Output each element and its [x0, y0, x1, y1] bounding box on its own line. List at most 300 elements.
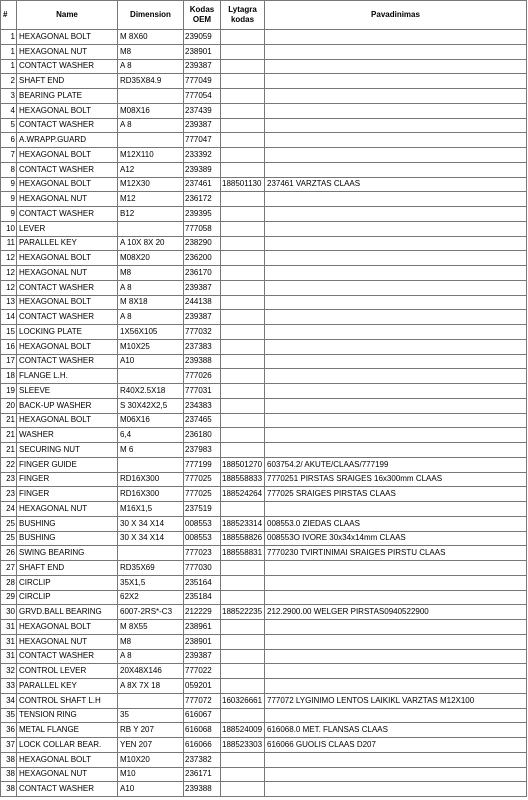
cell-number: 25 — [1, 531, 17, 546]
table-row — [1, 531, 527, 546]
cell-lytagra-code — [221, 44, 265, 59]
table-row — [1, 74, 527, 89]
cell-name: HEXAGONAL NUT — [17, 502, 118, 517]
cell-number: 5 — [1, 118, 17, 133]
cell-number: 24 — [1, 502, 17, 517]
table-row — [1, 428, 527, 443]
cell-oem-code: 777025 — [184, 487, 221, 502]
table-row — [1, 177, 527, 192]
cell-name: FINGER — [17, 472, 118, 487]
cell-pavadinimas — [265, 575, 527, 590]
cell-dimension: A10 — [118, 782, 184, 797]
cell-pavadinimas: 616066 GUOLIS CLAAS D207 — [265, 738, 527, 753]
cell-pavadinimas: 616068.0 MET. FLANSAS CLAAS — [265, 723, 527, 738]
cell-dimension: M12 — [118, 192, 184, 207]
cell-number: 15 — [1, 325, 17, 340]
cell-lytagra-code: 188523303 — [221, 738, 265, 753]
cell-oem-code: 236171 — [184, 767, 221, 782]
table-row — [1, 162, 527, 177]
table-row — [1, 502, 527, 517]
cell-pavadinimas — [265, 502, 527, 517]
cell-name: SHAFT END — [17, 561, 118, 576]
cell-name: HEXAGONAL NUT — [17, 767, 118, 782]
table-row — [1, 118, 527, 133]
cell-oem-code: 238901 — [184, 634, 221, 649]
cell-pavadinimas — [265, 162, 527, 177]
cell-pavadinimas — [265, 280, 527, 295]
cell-lytagra-code — [221, 428, 265, 443]
cell-pavadinimas — [265, 679, 527, 694]
cell-lytagra-code: 188558831 — [221, 546, 265, 561]
table-row — [1, 575, 527, 590]
table-row — [1, 487, 527, 502]
cell-name: HEXAGONAL BOLT — [17, 413, 118, 428]
cell-name: CONTACT WASHER — [17, 310, 118, 325]
table-row — [1, 413, 527, 428]
cell-name: METAL FLANGE — [17, 723, 118, 738]
cell-oem-code: 239388 — [184, 782, 221, 797]
cell-name: HEXAGONAL BOLT — [17, 30, 118, 45]
cell-dimension: RB Y 207 — [118, 723, 184, 738]
cell-lytagra-code — [221, 620, 265, 635]
cell-dimension: M8 — [118, 634, 184, 649]
cell-dimension: 35 — [118, 708, 184, 723]
cell-lytagra-code — [221, 384, 265, 399]
cell-lytagra-code — [221, 207, 265, 222]
cell-number: 23 — [1, 487, 17, 502]
cell-oem-code: 238961 — [184, 620, 221, 635]
cell-pavadinimas — [265, 148, 527, 163]
table-row — [1, 221, 527, 236]
table-row — [1, 30, 527, 45]
cell-number: 31 — [1, 620, 17, 635]
table-row — [1, 679, 527, 694]
cell-number: 38 — [1, 767, 17, 782]
cell-dimension: A 8 — [118, 59, 184, 74]
cell-oem-code: 237983 — [184, 443, 221, 458]
cell-lytagra-code — [221, 767, 265, 782]
cell-name: BEARING PLATE — [17, 89, 118, 104]
cell-oem-code: 237461 — [184, 177, 221, 192]
cell-dimension: R40X2.5X18 — [118, 384, 184, 399]
cell-pavadinimas — [265, 266, 527, 281]
cell-dimension — [118, 133, 184, 148]
table-row — [1, 546, 527, 561]
cell-name: GRVD.BALL BEARING — [17, 605, 118, 620]
cell-dimension: M 8X55 — [118, 620, 184, 635]
cell-oem-code: 777030 — [184, 561, 221, 576]
cell-oem-code: 239387 — [184, 59, 221, 74]
cell-pavadinimas — [265, 369, 527, 384]
cell-oem-code: 777199 — [184, 457, 221, 472]
cell-name: HEXAGONAL BOLT — [17, 148, 118, 163]
cell-pavadinimas — [265, 752, 527, 767]
cell-pavadinimas — [265, 118, 527, 133]
header-oem-line1: Kodas — [189, 5, 215, 14]
cell-lytagra-code — [221, 679, 265, 694]
cell-name: LEVER — [17, 221, 118, 236]
cell-lytagra-code — [221, 354, 265, 369]
cell-oem-code: 236172 — [184, 192, 221, 207]
table-row — [1, 590, 527, 605]
cell-oem-code: 777054 — [184, 89, 221, 104]
cell-pavadinimas — [265, 295, 527, 310]
cell-lytagra-code — [221, 310, 265, 325]
cell-pavadinimas — [265, 89, 527, 104]
cell-dimension: RD16X300 — [118, 487, 184, 502]
cell-name: HEXAGONAL BOLT — [17, 339, 118, 354]
table-row — [1, 782, 527, 797]
cell-pavadinimas: 212.2900.00 WELGER PIRSTAS0940522900 — [265, 605, 527, 620]
cell-number: 6 — [1, 133, 17, 148]
table-row — [1, 133, 527, 148]
cell-dimension — [118, 693, 184, 708]
cell-pavadinimas — [265, 664, 527, 679]
cell-number: 31 — [1, 649, 17, 664]
cell-number: 31 — [1, 634, 17, 649]
table-row — [1, 236, 527, 251]
cell-oem-code: 237383 — [184, 339, 221, 354]
cell-oem-code: 239389 — [184, 162, 221, 177]
table-row — [1, 354, 527, 369]
cell-lytagra-code — [221, 325, 265, 340]
cell-number: 9 — [1, 192, 17, 207]
cell-number: 3 — [1, 89, 17, 104]
cell-pavadinimas — [265, 767, 527, 782]
cell-oem-code: 237465 — [184, 413, 221, 428]
cell-oem-code: 616067 — [184, 708, 221, 723]
cell-number: 27 — [1, 561, 17, 576]
cell-dimension: M 6 — [118, 443, 184, 458]
cell-dimension: 62X2 — [118, 590, 184, 605]
cell-dimension: M10 — [118, 767, 184, 782]
cell-name: A.WRAPP.GUARD — [17, 133, 118, 148]
cell-number: 21 — [1, 413, 17, 428]
cell-number: 23 — [1, 472, 17, 487]
cell-lytagra-code — [221, 649, 265, 664]
cell-dimension: B12 — [118, 207, 184, 222]
table-row — [1, 192, 527, 207]
cell-pavadinimas: 7770230 TVIRTINIMAI SRAIGES PIRSTU CLAAS — [265, 546, 527, 561]
cell-pavadinimas: 008553O IVORE 30x34x14mm CLAAS — [265, 531, 527, 546]
cell-dimension: 30 X 34 X14 — [118, 516, 184, 531]
cell-oem-code: 239387 — [184, 280, 221, 295]
table-row — [1, 767, 527, 782]
cell-oem-code: 237382 — [184, 752, 221, 767]
cell-oem-code: 777047 — [184, 133, 221, 148]
cell-dimension: 30 X 34 X14 — [118, 531, 184, 546]
header-dimension: Dimension — [118, 1, 184, 30]
cell-pavadinimas: 603754.2/ AKUTE/CLAAS/777199 — [265, 457, 527, 472]
table-row — [1, 561, 527, 576]
cell-number: 21 — [1, 443, 17, 458]
cell-number: 38 — [1, 752, 17, 767]
cell-pavadinimas — [265, 59, 527, 74]
cell-dimension — [118, 221, 184, 236]
cell-oem-code: 239388 — [184, 354, 221, 369]
cell-oem-code: 238290 — [184, 236, 221, 251]
cell-pavadinimas — [265, 428, 527, 443]
cell-dimension — [118, 369, 184, 384]
cell-number: 8 — [1, 162, 17, 177]
cell-pavadinimas — [265, 782, 527, 797]
cell-name: HEXAGONAL BOLT — [17, 177, 118, 192]
cell-dimension: A 8 — [118, 280, 184, 295]
cell-pavadinimas — [265, 339, 527, 354]
cell-dimension: M08X20 — [118, 251, 184, 266]
cell-number: 10 — [1, 221, 17, 236]
header-name: Name — [17, 1, 118, 30]
cell-dimension: M06X16 — [118, 413, 184, 428]
cell-lytagra-code — [221, 339, 265, 354]
cell-oem-code: 777026 — [184, 369, 221, 384]
cell-number: 28 — [1, 575, 17, 590]
cell-lytagra-code — [221, 59, 265, 74]
cell-pavadinimas — [265, 221, 527, 236]
table-row — [1, 738, 527, 753]
cell-name: HEXAGONAL BOLT — [17, 295, 118, 310]
cell-lytagra-code — [221, 561, 265, 576]
header-pavadinimas: Pavadinimas — [265, 1, 527, 30]
cell-number: 36 — [1, 723, 17, 738]
cell-lytagra-code — [221, 192, 265, 207]
cell-dimension: A 8 — [118, 649, 184, 664]
cell-number: 25 — [1, 516, 17, 531]
cell-number: 26 — [1, 546, 17, 561]
cell-pavadinimas — [265, 620, 527, 635]
cell-name: HEXAGONAL BOLT — [17, 251, 118, 266]
cell-oem-code: 239059 — [184, 30, 221, 45]
header-number: # — [1, 1, 17, 30]
cell-number: 7 — [1, 148, 17, 163]
cell-number: 32 — [1, 664, 17, 679]
cell-lytagra-code: 188524264 — [221, 487, 265, 502]
cell-dimension: A 8X 7X 18 — [118, 679, 184, 694]
cell-name: CONTACT WASHER — [17, 162, 118, 177]
cell-pavadinimas — [265, 634, 527, 649]
table-row — [1, 44, 527, 59]
cell-name: FLANGE L.H. — [17, 369, 118, 384]
cell-number: 33 — [1, 679, 17, 694]
cell-dimension: A12 — [118, 162, 184, 177]
cell-number: 12 — [1, 280, 17, 295]
header-row — [1, 1, 527, 30]
cell-name: SHAFT END — [17, 74, 118, 89]
cell-pavadinimas — [265, 251, 527, 266]
cell-pavadinimas — [265, 44, 527, 59]
cell-dimension: 6007-2RS*-C3 — [118, 605, 184, 620]
cell-pavadinimas: 7770251 PIRSTAS SRAIGES 16x300mm CLAAS — [265, 472, 527, 487]
header-lytagra-code — [221, 1, 265, 30]
header-lytagra-line1: Lytagra — [228, 5, 257, 14]
cell-number: 29 — [1, 590, 17, 605]
table-row — [1, 620, 527, 635]
table-row — [1, 664, 527, 679]
table-row — [1, 693, 527, 708]
cell-lytagra-code — [221, 664, 265, 679]
cell-lytagra-code — [221, 575, 265, 590]
cell-lytagra-code — [221, 782, 265, 797]
cell-dimension: M10X25 — [118, 339, 184, 354]
cell-lytagra-code — [221, 162, 265, 177]
cell-pavadinimas — [265, 413, 527, 428]
cell-oem-code: 777023 — [184, 546, 221, 561]
cell-name: CONTACT WASHER — [17, 782, 118, 797]
cell-name: CONTROL LEVER — [17, 664, 118, 679]
cell-oem-code: 777072 — [184, 693, 221, 708]
cell-pavadinimas — [265, 310, 527, 325]
cell-name: WASHER — [17, 428, 118, 443]
cell-oem-code: 237439 — [184, 103, 221, 118]
table-row — [1, 472, 527, 487]
cell-dimension: YEN 207 — [118, 738, 184, 753]
cell-lytagra-code — [221, 118, 265, 133]
cell-dimension: M 8X18 — [118, 295, 184, 310]
cell-oem-code: 239387 — [184, 649, 221, 664]
cell-name: HEXAGONAL NUT — [17, 266, 118, 281]
cell-oem-code: 236180 — [184, 428, 221, 443]
cell-dimension: M8 — [118, 266, 184, 281]
cell-pavadinimas — [265, 561, 527, 576]
cell-lytagra-code: 160326661 — [221, 693, 265, 708]
cell-dimension: A 8 — [118, 118, 184, 133]
cell-name: BUSHING — [17, 531, 118, 546]
cell-lytagra-code — [221, 30, 265, 45]
cell-dimension: 35X1,5 — [118, 575, 184, 590]
cell-lytagra-code — [221, 295, 265, 310]
cell-pavadinimas — [265, 30, 527, 45]
cell-lytagra-code — [221, 266, 265, 281]
cell-name: CIRCLIP — [17, 575, 118, 590]
cell-oem-code: 234383 — [184, 398, 221, 413]
cell-number: 14 — [1, 310, 17, 325]
cell-pavadinimas — [265, 133, 527, 148]
cell-name: CIRCLIP — [17, 590, 118, 605]
cell-number: 11 — [1, 236, 17, 251]
cell-dimension: M8 — [118, 44, 184, 59]
table-row — [1, 295, 527, 310]
cell-dimension: M08X16 — [118, 103, 184, 118]
cell-oem-code: 236200 — [184, 251, 221, 266]
table-header — [1, 1, 527, 30]
cell-name: CONTACT WASHER — [17, 118, 118, 133]
cell-oem-code: 777049 — [184, 74, 221, 89]
table-row — [1, 369, 527, 384]
table-row — [1, 325, 527, 340]
cell-lytagra-code — [221, 369, 265, 384]
cell-oem-code: 777022 — [184, 664, 221, 679]
cell-lytagra-code — [221, 148, 265, 163]
cell-oem-code: 212229 — [184, 605, 221, 620]
cell-oem-code: 777058 — [184, 221, 221, 236]
cell-lytagra-code — [221, 752, 265, 767]
table-row — [1, 280, 527, 295]
cell-number: 30 — [1, 605, 17, 620]
table-row — [1, 752, 527, 767]
table-row — [1, 708, 527, 723]
cell-name: CONTACT WASHER — [17, 649, 118, 664]
cell-number: 12 — [1, 251, 17, 266]
cell-number: 4 — [1, 103, 17, 118]
cell-dimension: RD35X84.9 — [118, 74, 184, 89]
cell-number: 37 — [1, 738, 17, 753]
cell-number: 16 — [1, 339, 17, 354]
cell-oem-code: 777025 — [184, 472, 221, 487]
cell-name: TENSION RING — [17, 708, 118, 723]
cell-lytagra-code — [221, 103, 265, 118]
cell-pavadinimas — [265, 325, 527, 340]
cell-oem-code: 233392 — [184, 148, 221, 163]
cell-number: 2 — [1, 74, 17, 89]
cell-pavadinimas — [265, 103, 527, 118]
cell-name: PARALLEL KEY — [17, 236, 118, 251]
table-row — [1, 516, 527, 531]
cell-pavadinimas — [265, 443, 527, 458]
cell-name: CONTROL SHAFT L.H — [17, 693, 118, 708]
cell-name: LOCKING PLATE — [17, 325, 118, 340]
cell-name: HEXAGONAL BOLT — [17, 620, 118, 635]
cell-number: 19 — [1, 384, 17, 399]
cell-name: BACK-UP WASHER — [17, 398, 118, 413]
header-oem-code — [184, 1, 221, 30]
cell-oem-code: 059201 — [184, 679, 221, 694]
cell-lytagra-code — [221, 74, 265, 89]
cell-pavadinimas — [265, 398, 527, 413]
cell-name: CONTACT WASHER — [17, 354, 118, 369]
cell-name: CONTACT WASHER — [17, 280, 118, 295]
cell-number: 20 — [1, 398, 17, 413]
cell-oem-code: 236170 — [184, 266, 221, 281]
cell-name: FINGER GUIDE — [17, 457, 118, 472]
table-row — [1, 89, 527, 104]
table-row — [1, 266, 527, 281]
cell-number: 13 — [1, 295, 17, 310]
cell-lytagra-code: 188501130 — [221, 177, 265, 192]
cell-number: 12 — [1, 266, 17, 281]
cell-number: 1 — [1, 59, 17, 74]
table-row — [1, 148, 527, 163]
cell-pavadinimas: 777025 SRAIGES PIRSTAS CLAAS — [265, 487, 527, 502]
table-row — [1, 398, 527, 413]
table-row — [1, 251, 527, 266]
cell-oem-code: 238901 — [184, 44, 221, 59]
cell-lytagra-code: 188501270 — [221, 457, 265, 472]
cell-number: 38 — [1, 782, 17, 797]
cell-number: 35 — [1, 708, 17, 723]
cell-lytagra-code — [221, 251, 265, 266]
cell-pavadinimas — [265, 708, 527, 723]
cell-pavadinimas — [265, 590, 527, 605]
table-row — [1, 310, 527, 325]
cell-number: 9 — [1, 177, 17, 192]
cell-name: HEXAGONAL NUT — [17, 634, 118, 649]
cell-name: CONTACT WASHER — [17, 207, 118, 222]
cell-pavadinimas — [265, 384, 527, 399]
cell-pavadinimas — [265, 354, 527, 369]
cell-dimension: M16X1,5 — [118, 502, 184, 517]
cell-dimension — [118, 546, 184, 561]
cell-lytagra-code — [221, 236, 265, 251]
cell-oem-code: 239387 — [184, 310, 221, 325]
table-row — [1, 384, 527, 399]
cell-number: 22 — [1, 457, 17, 472]
cell-name: HEXAGONAL NUT — [17, 44, 118, 59]
cell-number: 21 — [1, 428, 17, 443]
cell-pavadinimas: 237461 VARZTAS CLAAS — [265, 177, 527, 192]
cell-lytagra-code: 188522235 — [221, 605, 265, 620]
cell-dimension: M12X30 — [118, 177, 184, 192]
table-row — [1, 634, 527, 649]
